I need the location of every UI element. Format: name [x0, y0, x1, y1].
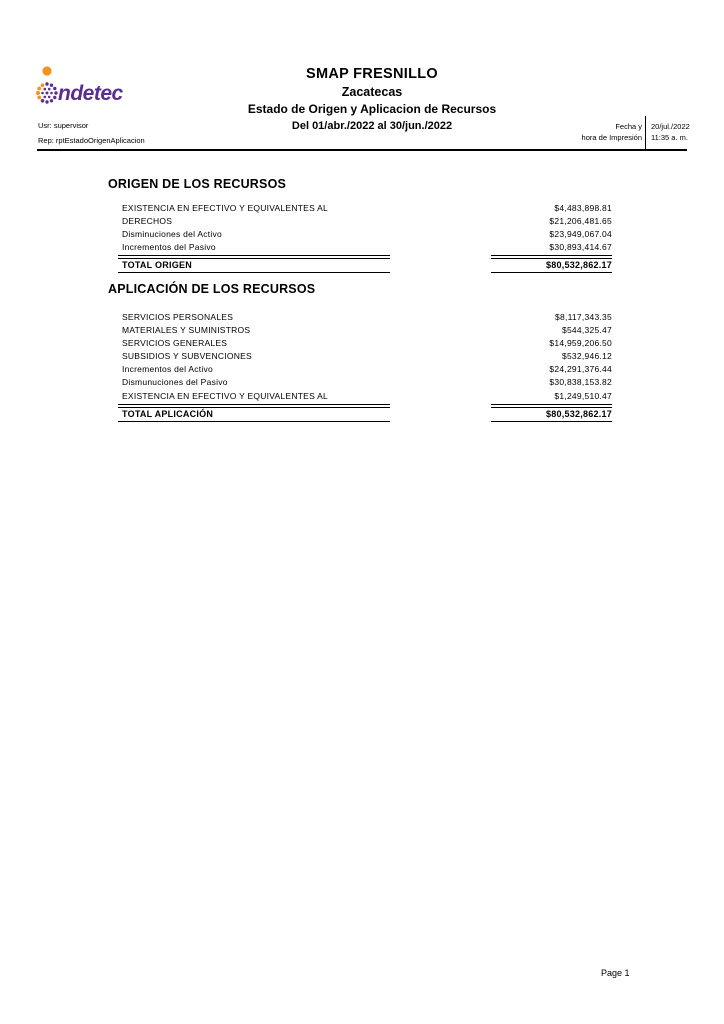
- total-value-cell: [491, 255, 612, 273]
- total-label: TOTAL APLICACIÓN: [118, 407, 390, 422]
- page-subtitle: Zacatecas: [341, 85, 403, 99]
- origen-rows: [118, 202, 612, 254]
- row-value: $532,946.12: [561, 351, 612, 362]
- row-value: $4,483,898.81: [554, 203, 612, 213]
- user-label: Usr: supervisor: [38, 121, 89, 130]
- total-value: $80,532,862.17: [491, 258, 612, 273]
- table-row: [118, 363, 612, 376]
- row-label: Disminuciones del Activo: [122, 229, 223, 240]
- print-label-line1: Fecha y: [615, 122, 642, 131]
- table-row: [118, 337, 612, 350]
- row-label: DERECHOS: [122, 216, 173, 227]
- table-row: [118, 202, 612, 215]
- row-value: $544,325.47: [561, 325, 612, 336]
- row-value: $30,893,414.67: [549, 242, 612, 253]
- logo-text: ndetec: [58, 82, 123, 105]
- row-label: Incrementos del Activo: [122, 364, 214, 375]
- table-row: [118, 376, 612, 389]
- row-label: SERVICIOS PERSONALES: [122, 312, 234, 322]
- page-title: SMAP FRESNILLO: [305, 66, 439, 82]
- table-row: [118, 324, 612, 337]
- row-value: $23,949,067.04: [549, 229, 612, 240]
- total-label: TOTAL ORIGEN: [118, 258, 390, 273]
- table-row: [118, 228, 612, 241]
- print-label-line2: hora de Impresión: [581, 133, 642, 142]
- aplicacion-rows: [118, 311, 612, 403]
- table-row: [118, 311, 612, 324]
- total-row: [118, 255, 612, 273]
- row-label: EXISTENCIA EN EFECTIVO Y EQUIVALENTES AL: [122, 390, 329, 401]
- total-value: $80,532,862.17: [491, 407, 612, 422]
- print-info-divider: [645, 116, 646, 150]
- row-value: $30,838,153.82: [549, 377, 612, 388]
- row-value: $14,959,206.50: [549, 338, 612, 349]
- row-label: Dismunuciones del Pasivo: [122, 377, 228, 388]
- print-info-value: [651, 121, 690, 143]
- table-row: [118, 241, 612, 254]
- table-row: [118, 350, 612, 363]
- table-row: [118, 215, 612, 228]
- row-value: $24,291,376.44: [549, 364, 612, 375]
- page-number: Page 1: [601, 968, 630, 978]
- total-label-cell: [118, 255, 390, 273]
- total-label-cell: [118, 404, 390, 422]
- section-aplicacion: [108, 283, 613, 422]
- row-label: EXISTENCIA EN EFECTIVO Y EQUIVALENTES AL: [122, 203, 329, 213]
- print-info-label: [582, 121, 642, 143]
- row-value: $1,249,510.47: [554, 390, 612, 401]
- total-row: [118, 404, 612, 422]
- report-name: Estado de Origen y Aplicacion de Recursos: [247, 102, 497, 116]
- report-period: Del 01/abr./2022 al 30/jun./2022: [291, 120, 453, 132]
- total-value-cell: [491, 404, 612, 422]
- section-heading: APLICACIÓN DE LOS RECURSOS: [108, 282, 316, 296]
- meta-left: [38, 122, 145, 145]
- header-rule: [37, 149, 687, 151]
- row-label: SERVICIOS GENERALES: [122, 338, 228, 349]
- row-value: $21,206,481.65: [549, 216, 612, 227]
- section-heading: ORIGEN DE LOS RECURSOS: [108, 177, 287, 191]
- section-origen: [108, 178, 613, 273]
- print-date: 20/jul./2022: [651, 122, 690, 131]
- row-label: MATERIALES Y SUMINISTROS: [122, 325, 251, 336]
- table-row: [118, 390, 612, 403]
- row-value: $8,117,343.35: [555, 312, 612, 322]
- print-time: 11:35 a. m.: [651, 133, 688, 142]
- report-id-label: Rep: rptEstadoOrigenAplicacion: [38, 136, 145, 145]
- row-label: Incrementos del Pasivo: [122, 242, 216, 253]
- row-label: SUBSIDIOS Y SUBVENCIONES: [122, 351, 252, 362]
